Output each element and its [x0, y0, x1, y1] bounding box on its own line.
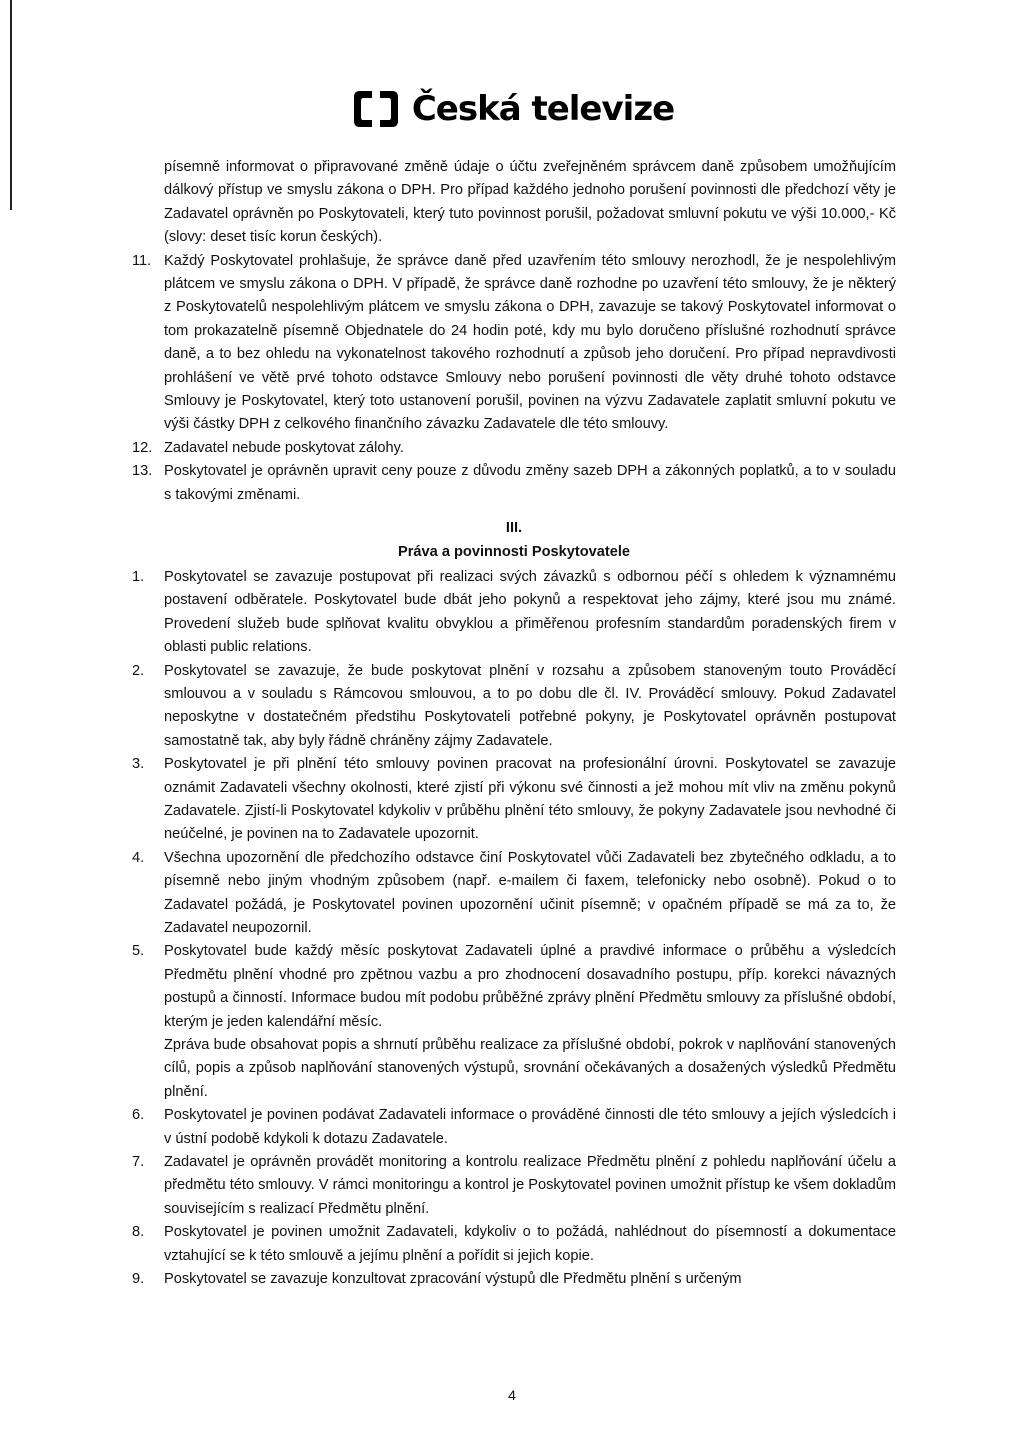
- ct-logo-icon: [350, 89, 402, 129]
- clause-number: 4.: [132, 849, 145, 866]
- clause-text: Poskytovatel je povinen podávat Zadavateli informace o prováděné činnosti dle této smlouvy a jejích výsledcích i v ústní podobě kdykoli k dotazu Zadavatele.: [164, 1107, 896, 1147]
- clause-13: [132, 460, 896, 507]
- clause-number: 6.: [132, 1107, 145, 1124]
- page-header: [0, 84, 1024, 134]
- clause-number: 7.: [132, 1154, 145, 1171]
- clause-number: 9.: [132, 1271, 145, 1288]
- section-number: III.: [505, 520, 523, 537]
- clause-text: Zadavatel je oprávněn provádět monitoring a kontrolu realizace Předmětu plnění z pohledu naplňování účelu a předmětu této smlouvy. V rámci monitoringu a kontrol je Poskytovatel povinen umožnit přístup ke všem dokladům souvisejícím s realizací Předmětu plnění.: [164, 1154, 896, 1217]
- article-5-continuation: Zpráva bude obsahovat popis a shrnutí průběhu realizace za příslušné období, pokrok v naplňování stanovených cílů, popis a způsob naplňování stanovených výstupů, srovnání očekávaných a dosažených výsledků Předmětu plnění.: [164, 1037, 896, 1100]
- brand-logo: [350, 89, 674, 129]
- article-9: [132, 1268, 896, 1291]
- clause-text: Poskytovatel se zavazuje, že bude poskytovat plnění v rozsahu a způsobem stanoveným touto Prováděcí smlouvou a v souladu s Rámcovou smlouvou, a to po dobu dle čl. IV. Prováděcí smlouvy. Pokud Zadavatel neposkytne v dostatečném předstihu Poskytovateli potřebné pokyny, je Poskytovatel oprávněn postupovat samostatně tak, aby byly řádně chráněny zájmy Zadavatele.: [164, 662, 896, 749]
- document-body: [132, 156, 896, 1292]
- clause-text: Poskytovatel bude každý měsíc poskytovat Zadavateli úplné a pravdivé informace o průběhu a výsledcích Předmětu plnění vhodné pro zpětnou vazbu a pro zhodnocení dosavadního postupu, příp. korekci návazných postupů a činností. Informace budou mít podobu průběžné zprávy plnění Předmětu smlouvy za příslušné období, kterým je jeden kalendářní měsíc.: [164, 943, 896, 1030]
- article-2: [132, 660, 896, 754]
- clause-text: Poskytovatel je při plnění této smlouvy povinen pracovat na profesionální úrovni. Poskytovatel se zavazuje oznámit Zadavateli všechny okolnosti, které zjistí při výkonu své činnosti a jež mohou mít vliv na změnu pokynů Zadavatele. Zjistí-li Poskytovatel kdykoliv v průběhu plnění této smlouvy, že pokyny Zadavatele jsou nevhodné či neúčelné, je povinen na to Zadavatele upozornit.: [164, 756, 896, 843]
- article-5: [132, 940, 896, 1034]
- page-number: 4: [508, 1387, 516, 1403]
- clause-text: Každý Poskytovatel prohlašuje, že správce daně před uzavřením této smlouvy nerozhodl, že je nespolehlivým plátcem ve smyslu zákona o DPH. V případě, že správce daně rozhodne po uzavření této smlouvy, že je některý z Poskytovatelů nespolehlivým plátcem ve smyslu zákona o DPH, zavazuje se takový Poskytovatel informovat o tom prokazatelně písemně Objednatele do 24 hodin poté, kdy mu bylo doručeno příslušné rozhodnutí správce daně, a to bez ohledu na vykonatelnost takového rozhodnutí a způsob jeho doručení. Pro případ nepravdivosti prohlášení ve větě prvé tohoto odstavce Smlouvy nebo porušení povinnosti dle věty druhé tohoto odstavce Smlouvy je Poskytovatel, který toto ustanovení porušil, povinen na výzvu Zadavatele zaplatit smluvní pokutu ve výši částky DPH z celkového finančního závazku Zadavatele dle této smlouvy.: [164, 252, 896, 433]
- article-7: [132, 1151, 896, 1221]
- clause-text: Poskytovatel se zavazuje konzultovat zpracování výstupů dle Předmětu plnění s určeným: [164, 1271, 742, 1288]
- clause-number: 1.: [132, 568, 145, 585]
- clause-12: [132, 437, 896, 460]
- clause-number: 12.: [132, 439, 153, 456]
- clause-11: [132, 250, 896, 437]
- section-title: Práva a povinnosti Poskytovatele: [398, 543, 630, 560]
- brand-name: Česká televize: [411, 89, 675, 129]
- clause-text: Poskytovatel je povinen umožnit Zadavateli, kdykoliv o to požádá, nahlédnout do písemností a dokumentace vztahující se k této smlouvě a jejímu plnění a pořídit si jejich kopie.: [164, 1224, 896, 1264]
- article-6: [132, 1104, 896, 1151]
- clause-text: Poskytovatel se zavazuje postupovat při realizaci svých závazků s odbornou péčí s ohledem k významnému postavení odběratele. Poskytovatel bude dbát jeho pokynů a respektovat jeho zájmy, které jsou mu známé. Provedení služeb bude splňovat kvalitu obvyklou a přiměřenou profesním standardům poradenských firem v oblasti public relations.: [164, 568, 896, 656]
- clause-number: 11.: [132, 252, 152, 269]
- clause-text: Všechna upozornění dle předchozího odstavce činí Poskytovatel vůči Zadavateli bez zbytečného odkladu, a to písemně nebo jiným vhodným způsobem (např. e-mailem či faxem, telefonicky nebo osobně). Pokud o to Zadavatel požádá, je Poskytovatel povinen upozornění učinit písemně; v opačném případě se má za to, že Zadavatel neupozornil.: [164, 849, 896, 936]
- clause-number: 2.: [132, 662, 145, 679]
- clause-number: 13.: [132, 463, 153, 480]
- clause-number: 8.: [132, 1224, 145, 1241]
- article-8: [132, 1221, 896, 1268]
- continuation-paragraph: písemně informovat o připravované změně údaje o účtu zveřejněném správcem daně způsobem umožňujícím dálkový přístup ve smyslu zákona o DPH. Pro případ každého jednoho porušení povinnosti dle předchozí věty je Zadavatel oprávněn po Poskytovateli, který tuto povinnost porušil, požadovat smluvní pokutu ve výši 10.000,- Kč (slovy: deset tisíc korun českých).: [164, 159, 896, 246]
- article-1: [132, 566, 896, 660]
- clause-text: Zadavatel nebude poskytovat zálohy.: [164, 439, 404, 456]
- article-3: [132, 753, 896, 847]
- clause-text: Poskytovatel je oprávněn upravit ceny pouze z důvodu změny sazeb DPH a zákonných poplatků, a to v souladu s takovými změnami.: [164, 463, 896, 503]
- article-4: [132, 847, 896, 941]
- clause-number: 5.: [132, 943, 145, 960]
- clause-number: 3.: [132, 756, 145, 773]
